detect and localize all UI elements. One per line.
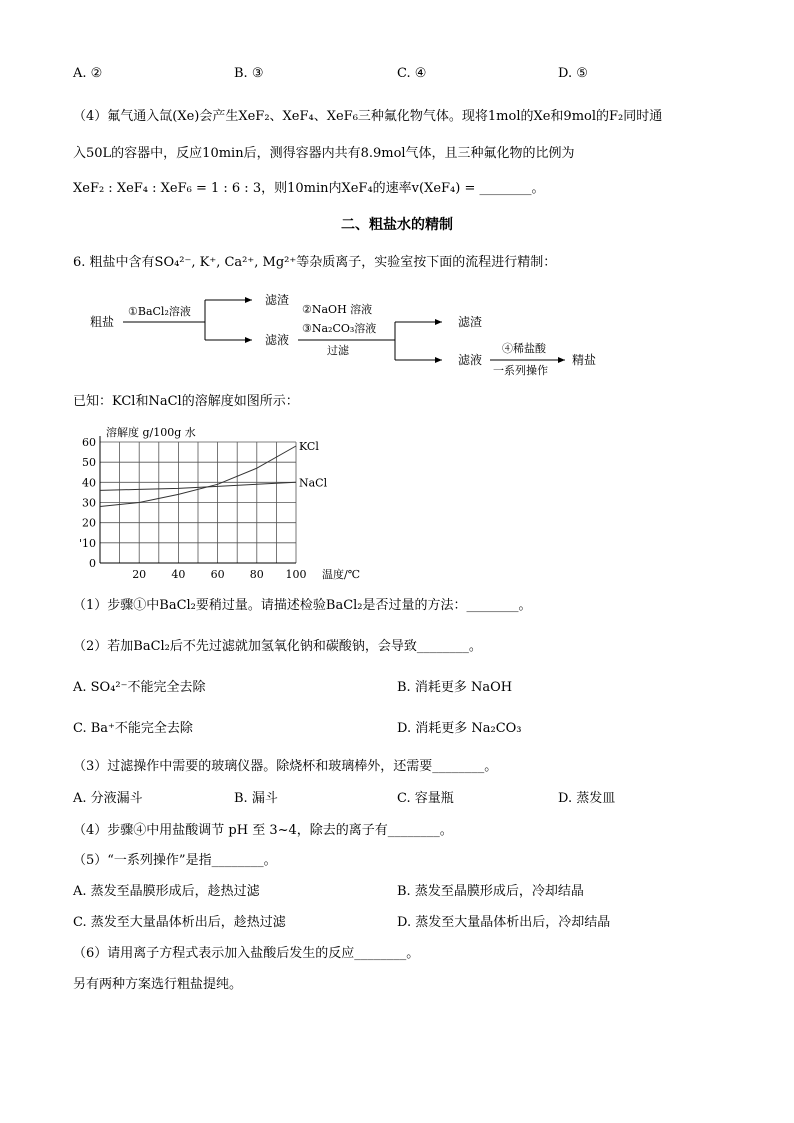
q5-option-b: B. 蒸发至晶膜形成后，冷却结晶	[397, 884, 584, 899]
q2-option-d: D. 消耗更多 Na₂CO₃	[397, 721, 522, 736]
xe-question-line2: 入50L的容器中，反应10min后，测得容器内共有8.9mol气体，且三种氟化物的比例为	[73, 146, 575, 161]
q5-option-c: C. 蒸发至大量晶体析出后，趁热过滤	[73, 915, 286, 930]
option-b: B. ③	[234, 66, 264, 81]
q2-option-c: C. Ba⁺不能完全去除	[73, 721, 193, 736]
y-tick-label: 60	[82, 436, 96, 449]
xe-question-line1: （4）氟气通入氙(Xe)会产生XeF₂、XeF₄、XeF₆三种氟化物气体。现将1mol的Xe和9mol的F₂同时通	[73, 109, 663, 124]
flow-filtrate1: 滤液	[265, 333, 290, 347]
x-tick-label: 100	[285, 568, 307, 581]
q2-text: （2）若加BaCl₂后不先过滤就加氢氧化钠和碳酸钠，会导致________。	[73, 639, 482, 654]
q5-text: （5）“一系列操作”是指________。	[73, 853, 277, 868]
q2-option-b: B. 消耗更多 NaOH	[397, 680, 513, 695]
flow-step4: ④稀盐酸	[502, 342, 546, 355]
x-tick-label: 60	[210, 568, 225, 581]
flow-step2b: ③Na₂CO₃溶液	[302, 322, 377, 335]
option-a: A. ②	[73, 66, 103, 81]
x-tick-label: 20	[132, 568, 147, 581]
last-line: 另有两种方案选行粗盐提纯。	[73, 977, 243, 992]
section-title: 二、粗盐水的精制	[341, 217, 453, 233]
q3-option-a: A. 分液漏斗	[73, 791, 143, 806]
flow-residue1: 滤渣	[265, 293, 290, 307]
y-tick-label: 50	[82, 456, 96, 470]
flow-filter: 过滤	[327, 344, 349, 357]
process-flow-diagram	[80, 282, 640, 382]
q3-option-d: D. 蒸发皿	[558, 791, 616, 806]
y-axis-label: 溶解度 g/100g 水	[106, 426, 196, 439]
q3-option-b: B. 漏斗	[234, 791, 278, 806]
q3-text: （3）过滤操作中需要的玻璃仪器。除烧杯和玻璃棒外，还需要________。	[73, 759, 498, 774]
flow-filtrate2: 滤液	[458, 353, 483, 367]
option-d: D. ⑤	[558, 66, 588, 81]
flow-step2a: ②NaOH 溶液	[302, 303, 373, 316]
flow-series: 一系列操作	[493, 364, 548, 377]
y-tick-label: '10	[78, 536, 96, 550]
q3-option-c: C. 容量瓶	[397, 791, 454, 806]
y-tick-label: 20	[82, 516, 96, 530]
q6-stem: 6. 粗盐中含有SO₄²⁻, K⁺, Ca²⁺, Mg²⁺等杂质离子，实验室按下面的流程进行精制：	[73, 255, 557, 270]
y-tick-label: 30	[82, 496, 96, 510]
known-text: 已知：KCl和NaCl的溶解度如图所示：	[73, 394, 299, 409]
x-tick-label: 80	[249, 568, 264, 581]
series-label-kcl: KCl	[299, 440, 319, 454]
flow-residue2: 滤渣	[458, 315, 483, 329]
xe-question-line3: XeF₂ : XeF₄ : XeF₆ = 1 : 6 : 3，则10min内XeF₄的速率v(XeF₄) = ________。	[73, 181, 545, 196]
q1-text: （1）步骤①中BaCl₂要稍过量。请描述检验BaCl₂是否过量的方法：________。	[73, 598, 532, 613]
series-label-nacl: NaCl	[299, 476, 328, 490]
q4-text: （4）步骤④中用盐酸调节 pH 至 3~4，除去的离子有________。	[73, 823, 453, 838]
q6-text: （6）请用离子方程式表示加入盐酸后发生的反应________。	[73, 946, 420, 961]
q5-option-d: D. 蒸发至大量晶体析出后，冷却结晶	[397, 915, 611, 930]
x-tick-label: 40	[171, 568, 186, 581]
solubility-chart	[76, 420, 361, 585]
y-tick-label: 0	[89, 557, 96, 570]
option-c: C. ④	[397, 66, 427, 81]
q5-option-a: A. 蒸发至晶膜形成后，趁热过滤	[73, 884, 260, 899]
flow-step1: ①BaCl₂溶液	[128, 305, 191, 318]
x-axis-label: 温度/℃	[322, 568, 361, 581]
y-tick-label: 40	[82, 476, 96, 490]
flow-start: 粗盐	[90, 315, 115, 329]
flow-product: 精盐	[572, 353, 597, 367]
q2-option-a: A. SO₄²⁻不能完全去除	[73, 680, 206, 695]
